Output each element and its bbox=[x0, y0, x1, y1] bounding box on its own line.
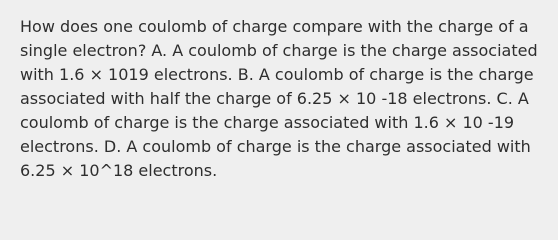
question-text: How does one coulomb of charge compare with the charge of a single electron? A. A coulomb of charge is the charge associated with 1.6 × 1019 electrons. B. A coulomb of charge is the charge associated with half the charge of 6.25 × 10 -18 electrons. C. A coulomb of charge is the charge associated with 1.6 × 10 -19 electrons. D. A coulomb of charge is the charge associated with 6.25 × 10^18 electrons. bbox=[20, 17, 538, 180]
